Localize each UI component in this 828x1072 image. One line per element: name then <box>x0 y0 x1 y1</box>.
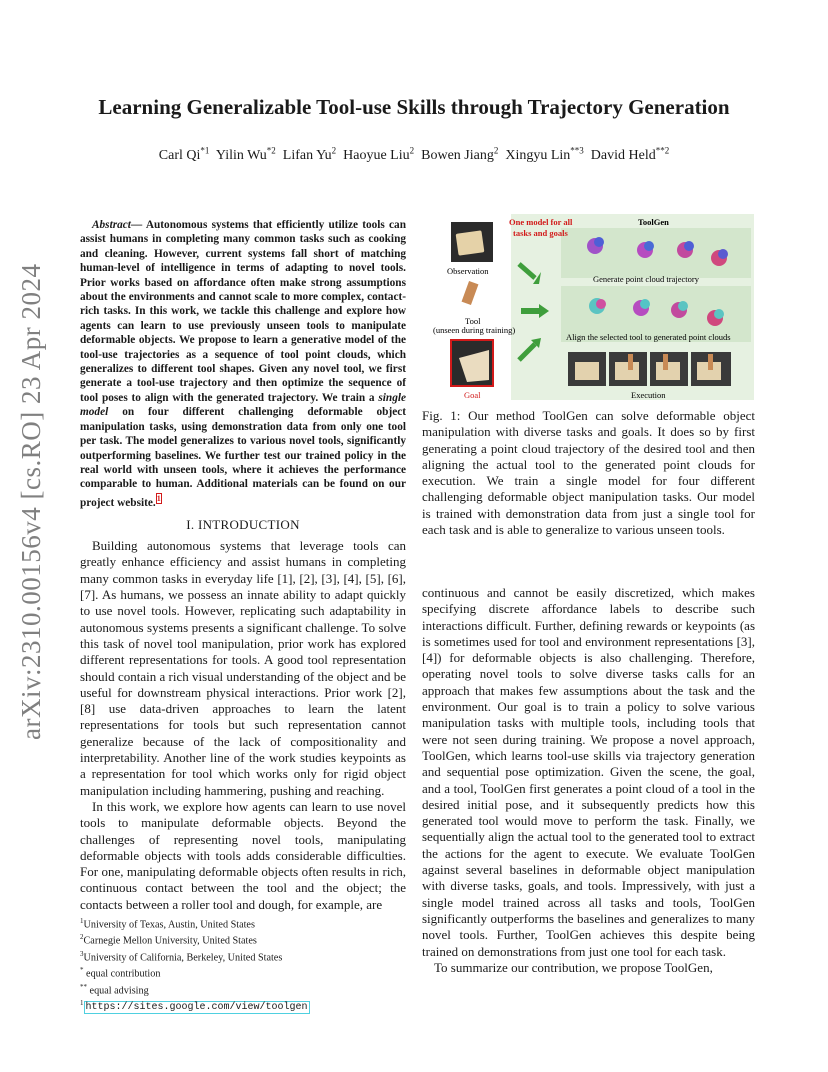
align-label: Align the selected tool to generated point clouds <box>566 332 731 342</box>
toolgen-label: ToolGen <box>638 217 669 227</box>
footnote-ref[interactable]: 1 <box>156 493 161 503</box>
author: Lifan Yu$^2$ <box>282 145 337 163</box>
intro-paragraph: In this work, we explore how agents can learn to use novel tools to manipulate deformable objects. Beyond the challenges of representing novel tools, manipulating deformable objects with tools adds considerable difficulties. For one, manipulating deformable objects often results in rich, continuous contact between the tool and the object; the contacts between a roller tool and dough, for example, are <box>80 798 406 912</box>
body-paragraph: To summarize our contribution, we propose ToolGen, <box>434 959 713 975</box>
one-model-label-2: tasks and goals <box>513 228 568 238</box>
project-link[interactable]: https://sites.google.com/view/toolgen <box>85 1002 308 1014</box>
goal-label: Goal <box>464 390 481 400</box>
intro-paragraph: Building autonomous systems that leverage tools can greatly enhance efficiency and assist humans in completing many common tasks in everyday life [1], [2], [3], [4], [5], [6], [7]. As humans, we possess an innate ability to adapt quickly to use novel tools. However, replicating such adaptability in autonomous systems presents a significant challenge. To solve this task of novel tool manipulation, prior work has explored different representations for tools. A good tool representation should contain a rich visual understanding of the object and be useful for downstream physical interactions. Prior work [2],[8] use data-driven approaches to learn the latent representations for tools but such representation cannot generalize because of the lack of compositionality and interpretability. Another line of the work studies keypoints as a representation for tool which works only for rigid object manipulation including hammering, pushing and reaching. <box>80 538 406 798</box>
abstract: Abstract— Autonomous systems that efficiently utilize tools can assist humans in completing many common tasks such as cooking and cleaning. However, current systems fall short of matching human-level of intelligence in terms of adapting to novel tools. Prior works based on affordance often make strong assumptions about the environments and cannot scale to more complex, contact-rich tasks. In this work, we tackle this challenge and explore how agents can learn to use previously unseen tools to manipulate deformable objects. We propose to learn a generative model of the tool-use trajectories as a sequence of tool point clouds, which generalizes to different tool shapes. Given any novel tool, we first generate a tool-use trajectory and then optimize the sequence of tool poses to align with the generated trajectory. We train a single model on four different challenging deformable object manipulation tasks, using demonstration data from only one tool per task. The model generalizes to various novel tools, significantly outperforming baselines. We further test our trained policy in the real world with unseen tools, where it achieves the performance comparable to human. Additional materials can be found on our project website.$^1$ <box>80 219 407 509</box>
arrow-icon <box>521 308 539 314</box>
footnotes <box>80 915 410 1014</box>
tool-sublabel: (unseen during training) <box>433 325 516 335</box>
left-column <box>80 218 406 913</box>
footnote: $^1$ https://sites.google.com/view/toolgen <box>80 998 308 1014</box>
figure-1 <box>423 212 756 402</box>
arxiv-identifier: arXiv:2310.00156v4 [cs.RO] 23 Apr 2024 <box>16 263 46 740</box>
execution-label: Execution <box>631 390 666 400</box>
generate-label: Generate point cloud trajectory <box>593 274 699 284</box>
observation-label: Observation <box>447 266 489 276</box>
one-model-label: One model for all <box>509 217 573 227</box>
tool-label: Tool <box>465 316 481 326</box>
right-column <box>422 585 755 976</box>
author: David Held$^{**2}$ <box>590 145 670 163</box>
author-list <box>0 145 828 164</box>
paper-title: Learning Generalizable Tool-use Skills through Trajectory Generation <box>98 95 730 119</box>
author: Bowen Jiang$^2$ <box>421 145 499 163</box>
dough-image <box>456 230 485 255</box>
footnote: * equal contribution <box>80 966 161 980</box>
author: Carl Qi$^{*1}$ <box>158 145 210 163</box>
body-paragraph: continuous and cannot be easily discretized, which makes specifying discrete affordance labels to describe such interactions difficult. Further, defining rewards or keypoints (as is sometimes used for tool and environment representations [3], [4]) for deformable objects is also challenging. Therefore, operating novel tools to solve diverse tasks calls for an approach that makes few assumptions about the task and the environment. Our goal is to train a policy to solve various manipulation tasks with multiple tools, including tools that were not seen during training. We propose a novel approach, ToolGen, which learns tool-use skills via trajectory generation and sequential pose optimization. Given the scene, the goal, and a tool, ToolGen first generates a point cloud of a tool in the desired initial pose, and it subsequently predicts how this generated tool would move to perform the task. Finally, we sequentially align the actual tool to the generated tool to extract the actions for the agent to execute. We evaluate ToolGen against several baselines in deformable object manipulation with diverse tasks, goals, and tools. Impressively, with just a single model trained across all tasks and tools, ToolGen significantly outperforms the baselines and generalizes to many novel tools. Further, ToolGen achieves this despite being trained on demonstrations from just one tool for each task. <box>422 585 755 959</box>
author: Xingyu Lin$^{**3}$ <box>505 145 584 163</box>
author: Haoyue Liu$^2$ <box>343 145 415 163</box>
footnote: $^2$Carnegie Mellon University, United States <box>80 933 257 947</box>
footnote: ** equal advising <box>80 982 149 996</box>
abstract-label: Abstract <box>92 219 131 231</box>
figure-caption: Fig. 1: Our method ToolGen can solve deformable object manipulation with diverse tasks and goals. It does so by first generating a point cloud trajectory of the desired tool and then aligning the actual tool to the generated point clouds for execution. We train a single model for four different challenging deformable object manipulation tasks. Our model is trained with demonstration data from just a single tool for each task and is able to generalize to various unseen tools. <box>422 408 755 538</box>
footnote: $^1$University of Texas, Austin, United States <box>80 917 255 931</box>
author: Yilin Wu$^{*2}$ <box>215 145 276 163</box>
section-heading: I. INTRODUCTION <box>186 516 300 532</box>
footnote: $^3$University of California, Berkeley, United States <box>80 949 283 964</box>
tool-image <box>462 281 479 305</box>
